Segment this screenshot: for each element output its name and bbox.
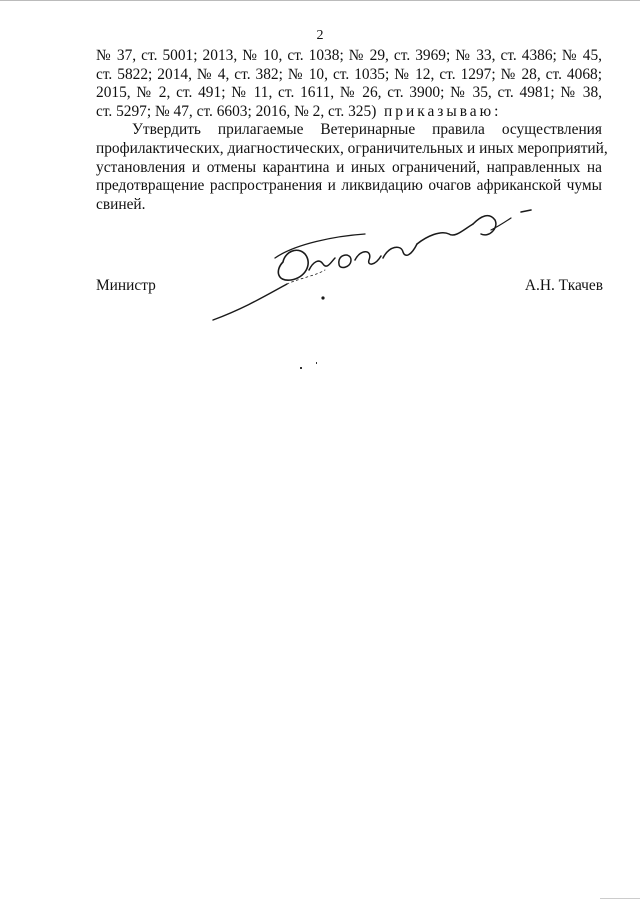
decree-last-line: [96, 103, 602, 122]
order-word: приказываю:: [384, 102, 502, 120]
bottom-edge-mark: [600, 898, 640, 905]
scan-speck: [316, 362, 317, 364]
scan-speck: [300, 367, 302, 369]
body-text: [96, 47, 608, 214]
approve-line: предотвращение распространения и ликвидацию очагов африканской чумы: [96, 177, 602, 195]
decree-line: ст. 5822; 2014, № 4, ст. 382; № 10, ст. 1035; № 12, ст. 1297; № 28, ст. 4068;: [96, 65, 602, 83]
signatory-title: Министр: [96, 277, 156, 294]
signatory-name: А.Н. Ткачев: [524, 277, 603, 294]
decree-line: № 37, ст. 5001; 2013, № 10, ст. 1038; № 29, ст. 3969; № 33, ст. 4386; № 45,: [96, 47, 602, 64]
approve-last-line: свиней.: [96, 195, 146, 213]
handwritten-signature: [205, 200, 545, 330]
approve-line: профилактических, диагностических, ограничительных и иных мероприятий,: [96, 139, 608, 157]
top-edge-rule: [0, 0, 640, 1]
decree-citation-end: ст. 5297; № 47, ст. 6603; 2016, № 2, ст. 325): [96, 102, 377, 120]
page-number: 2: [316, 28, 324, 43]
approve-line: установления и отмены карантина и иных ограничений, направленных на: [96, 158, 602, 176]
decree-line: 2015, № 2, ст. 491; № 11, ст. 1611, № 26, ст. 3900; № 35, ст. 4981; № 38,: [96, 84, 602, 102]
approve-line: Утвердить прилагаемые Ветеринарные правила осуществления: [132, 121, 602, 139]
